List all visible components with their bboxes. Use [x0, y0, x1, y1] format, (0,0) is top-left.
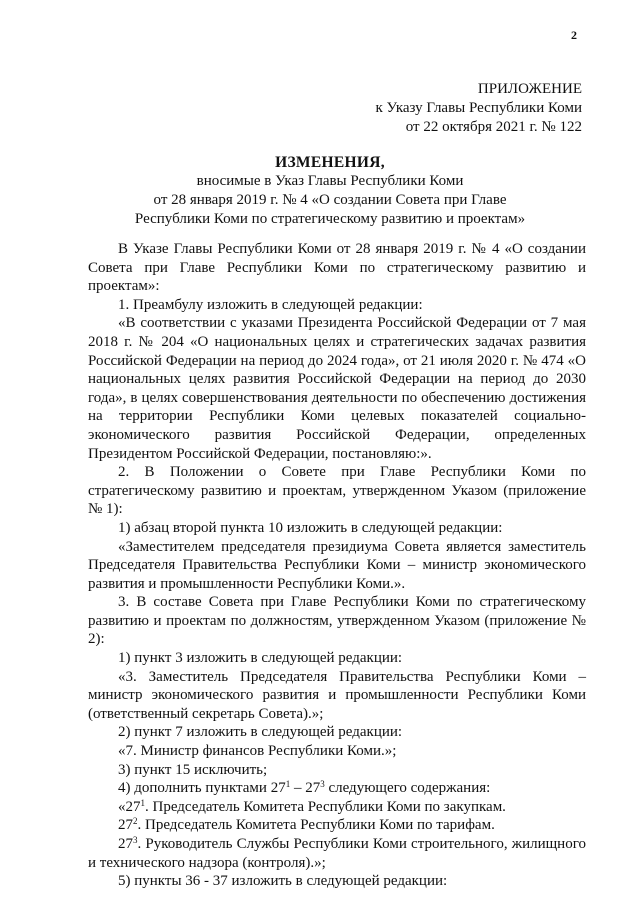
- paragraph-item-3: 3. В составе Совета при Главе Республики Коми по стратегическому развитию и проектам по должностям, утвержденном Указом (приложение № 2):: [88, 594, 586, 648]
- heading-line-3: Республики Коми по стратегическому развитию и проектам»: [134, 211, 526, 227]
- paragraph-deputy-quote: «Заместителем председателя президиума Совета является заместитель Председателя Правительства Республики Коми – министр экономического развития и промышленности Республики Коми.».: [88, 538, 586, 592]
- paragraph-subitem-3-1: 1) пункт 3 изложить в следующей редакции:: [118, 650, 403, 667]
- appendix-decree-ref: к Указу Главы Республики Коми: [375, 100, 582, 116]
- paragraph-subitem-3-3: 3) пункт 15 исключить;: [118, 761, 268, 778]
- paragraph-subitem-3-5: 5) пункты 36 - 37 изложить в следующей редакции:: [118, 873, 448, 890]
- paragraph-subitem-3-2: 2) пункт 7 изложить в следующей редакции:: [118, 724, 403, 741]
- heading-line-2: от 28 января 2019 г. № 4 «О создании Совета при Главе: [153, 192, 507, 208]
- paragraph-point-27-1: «$27^1$. Председатель Комитета Республики Коми по закупкам.: [118, 797, 506, 815]
- appendix-block: [375, 80, 582, 137]
- paragraph-point-3-quote: «3. Заместитель Председателя Правительства Республики Коми – министр экономического развития и промышленности Республики Коми (ответственный секретарь Совета).»;: [88, 668, 586, 722]
- appendix-decree-date: от 22 октября 2021 г. № 122: [405, 119, 582, 135]
- paragraph-intro: В Указе Главы Республики Коми от 28 января 2019 г. № 4 «О создании Совета при Главе Республики Коми по стратегическому развитию и проектам»:: [88, 241, 586, 295]
- paragraph-point-7-quote: «7. Министр финансов Республики Коми.»;: [118, 743, 397, 760]
- page-number: 2: [571, 28, 577, 42]
- appendix-label: ПРИЛОЖЕНИЕ: [477, 81, 582, 97]
- paragraph-item-1: 1. Преамбулу изложить в следующей редакции:: [118, 296, 423, 313]
- paragraph-point-27-3: $27^3$. Руководитель Службы Республики Коми строительного, жилищного и технического надзора (контроля).»;: [88, 835, 586, 871]
- paragraph-preamble-quote: «В соответствии с указами Президента Российской Федерации от 7 мая 2018 г. № 204 «О национальных целях и стратегических задачах развития Российской Федерации на период до 2024 года», от 21 июля 2020 г. № 474 «О национальных целях развития Российской Федерации на период до 2030 года», в целях совершенствования деятельности по обеспечению достижения на территории Республики Коми целевых показателей социально-экономического развития Российской Федерации, определенных Президентом Российской Федерации, постановляю:».: [88, 315, 586, 462]
- document-title: ИЗМЕНЕНИЯ,: [275, 154, 385, 171]
- paragraph-subitem-2-1: 1) абзац второй пункта 10 изложить в следующей редакции:: [118, 519, 503, 536]
- paragraph-subitem-3-4: 4) дополнить пунктами $27^1 - 27^3$ следующего содержания:: [118, 779, 491, 797]
- paragraph-point-27-2: $27^2$. Председатель Комитета Республики Коми по тарифам.: [118, 816, 495, 834]
- heading-line-1: вносимые в Указ Главы Республики Коми: [196, 173, 464, 189]
- document-heading: [90, 153, 570, 229]
- document-body: [88, 240, 586, 891]
- paragraph-item-2: 2. В Положении о Совете при Главе Республики Коми по стратегическому развитию и проектам, утвержденном Указом (приложение № 1):: [88, 464, 586, 518]
